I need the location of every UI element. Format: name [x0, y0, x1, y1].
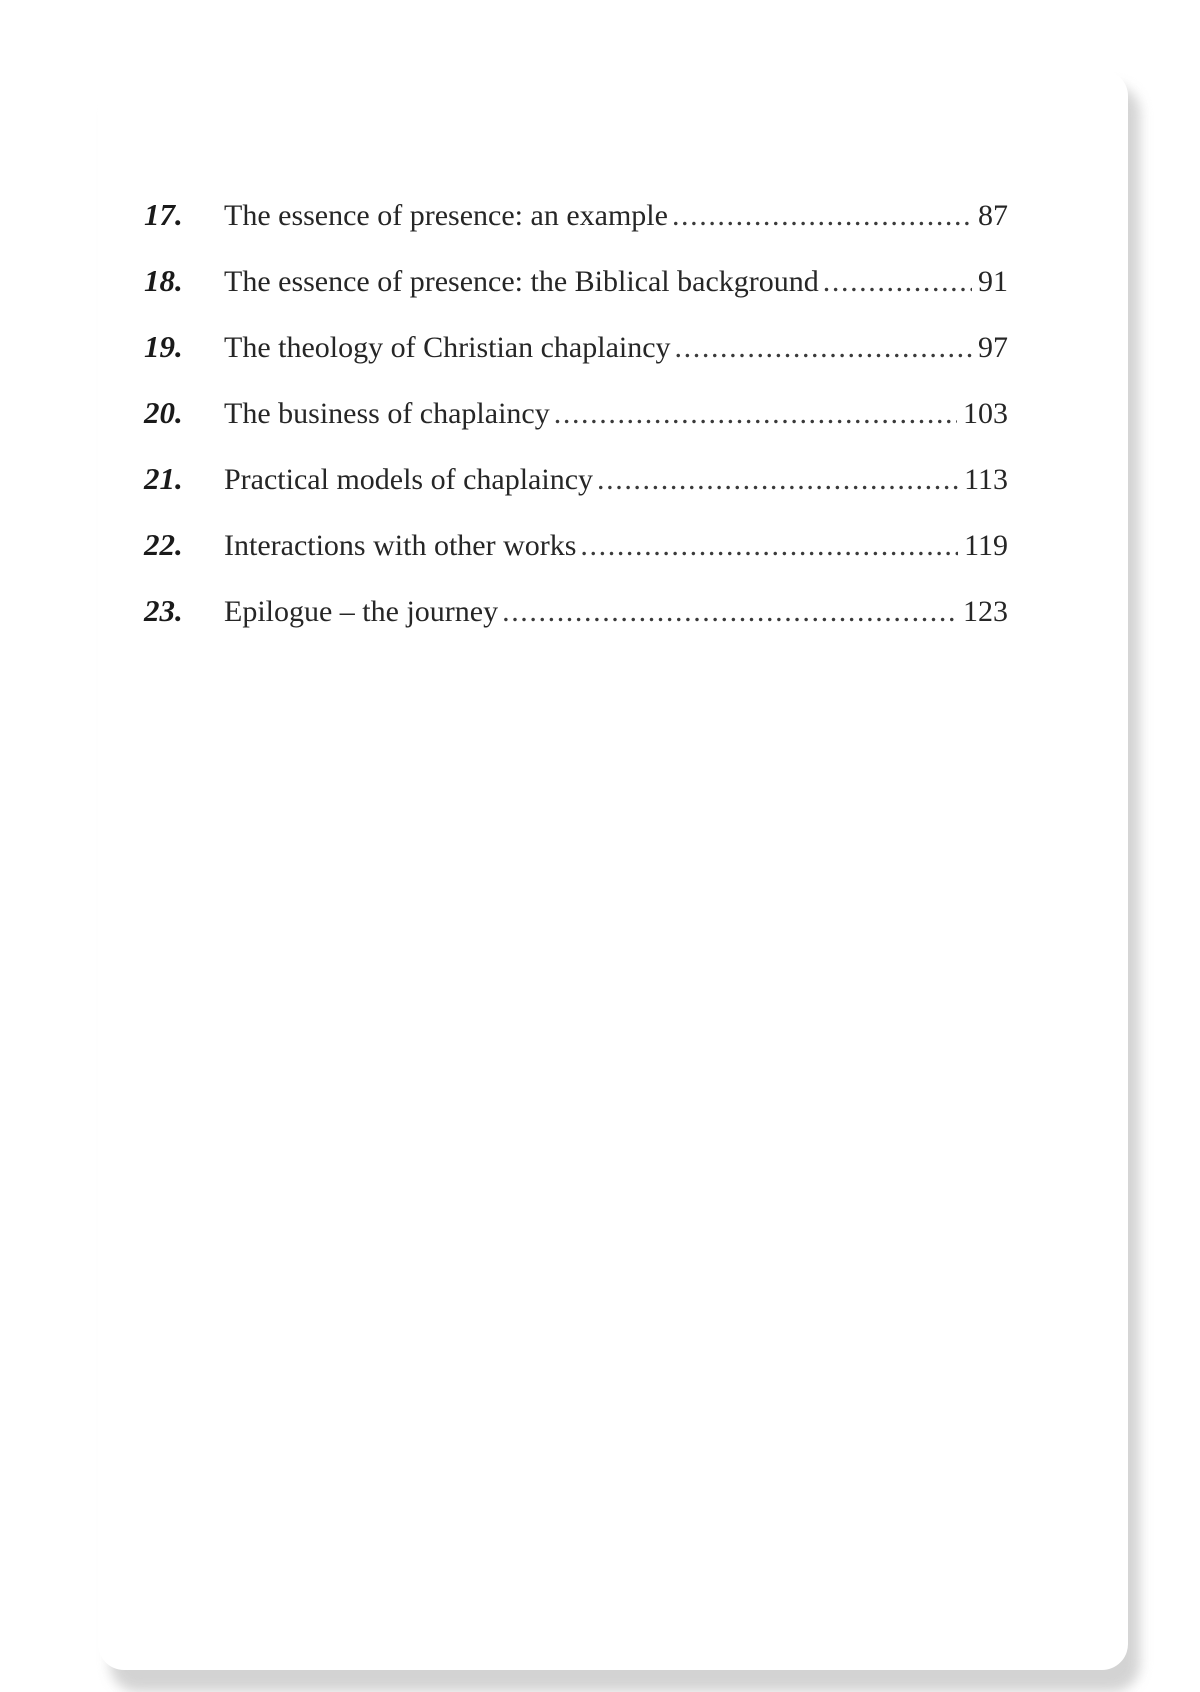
document-page	[98, 70, 1128, 1670]
dot-leader	[675, 315, 972, 381]
page-number: 87	[978, 199, 1008, 232]
chapter-number: 17.	[144, 197, 183, 232]
dot-leader	[597, 447, 958, 513]
chapter-title: Practical models of chaplaincy	[224, 463, 594, 496]
toc-entry	[144, 314, 1008, 380]
chapter-number: 22.	[144, 527, 183, 562]
chapter-number: 19.	[144, 329, 183, 364]
page-number: 119	[964, 529, 1008, 562]
toc-entry	[144, 248, 1008, 314]
toc-entry	[144, 446, 1008, 512]
chapter-number: 18.	[144, 263, 183, 298]
toc-entry	[144, 182, 1008, 248]
page-number: 123	[963, 595, 1008, 628]
table-of-contents	[144, 182, 1008, 644]
page-number: 103	[963, 397, 1008, 430]
toc-entry	[144, 578, 1008, 644]
dot-leader	[823, 249, 972, 315]
chapter-title: The theology of Christian chaplaincy	[224, 331, 671, 364]
dot-leader	[580, 513, 958, 579]
chapter-title: The essence of presence: the Biblical background	[224, 265, 819, 298]
chapter-title: Epilogue – the journey	[224, 595, 499, 628]
page-number: 97	[978, 331, 1008, 364]
toc-entry	[144, 380, 1008, 446]
chapter-title: Interactions with other works	[224, 529, 577, 562]
dot-leader	[672, 183, 972, 249]
chapter-title: The essence of presence: an example	[224, 199, 668, 232]
page-number: 91	[978, 265, 1008, 298]
dot-leader	[502, 579, 957, 645]
chapter-number: 21.	[144, 461, 183, 496]
toc-entry	[144, 512, 1008, 578]
dot-leader	[554, 381, 957, 447]
chapter-number: 20.	[144, 395, 183, 430]
chapter-number: 23.	[144, 593, 183, 628]
chapter-title: The business of chaplaincy	[224, 397, 550, 430]
page-number: 113	[964, 463, 1008, 496]
